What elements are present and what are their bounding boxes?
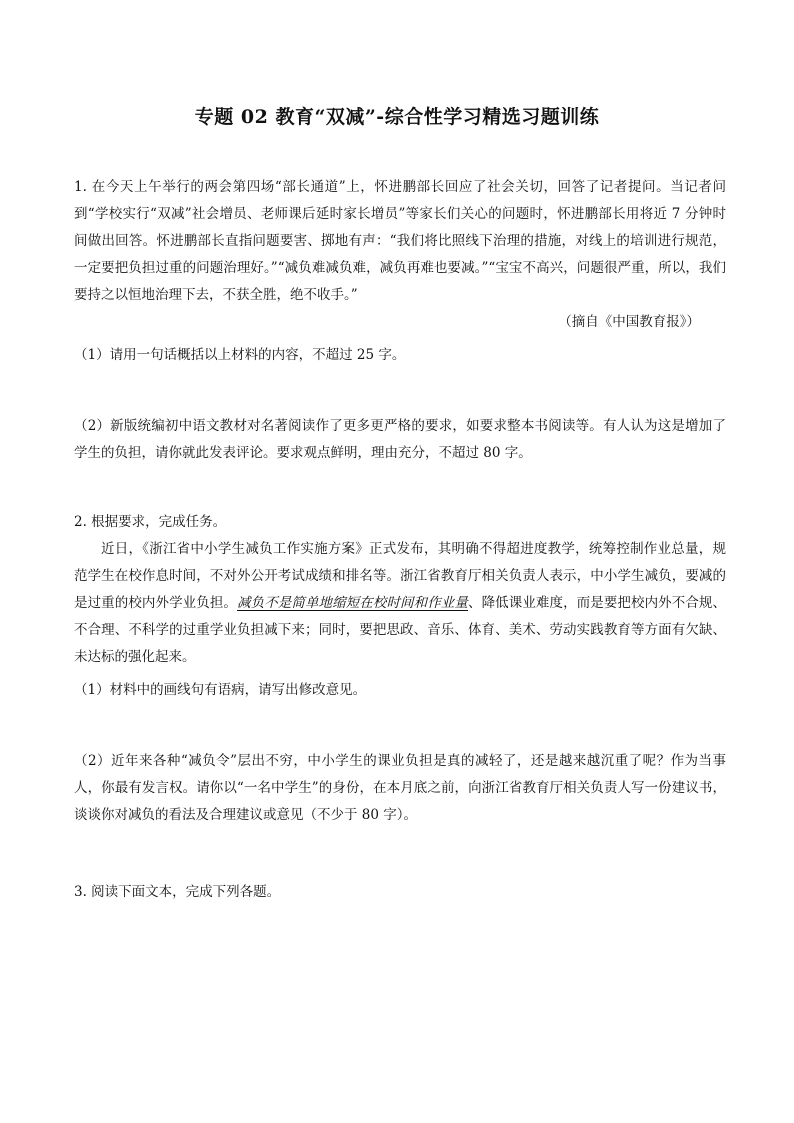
answer-space <box>74 829 726 879</box>
question-1-sub-2: （2）新版统编初中语文教材对名著阅读作了更多更严格的要求，如要求整本书阅读等。有人认为这是增加了学生的负担，请你就此发表评论。要求观点鲜明，理由充分，不超过 80 字。 <box>74 418 726 461</box>
question-2-material <box>74 536 726 671</box>
underlined-sentence: 减负不是简单地缩短在校时间和作业量 <box>237 595 468 611</box>
answer-space <box>74 704 726 748</box>
question-1-source: （摘自《中国教育报》） <box>558 314 700 330</box>
answer-space <box>74 467 726 509</box>
material-text: 、降低课业难度，而是要把校内外不合规、不合理、不科学的过重学业负担减下来；同时，要把思政、音乐、体育、美术、劳动实践教育等方面有欠缺、未达标的强化起来。 <box>74 595 727 665</box>
question-2-sub-1: （1）材料中的画线句有语病，请写出修改意见。 <box>74 682 367 698</box>
material-text: 近日，《浙江省中小学生减负工作实施方案》正式发布，其明确不得超进度教学，统筹控制作业总量，规范学生在校作息时间，不对外公开考试成绩和排名等。浙江省教育厅相关负责人表示，中小学生减负，要减的是过重的校内外学业负担。 <box>74 541 726 611</box>
answer-space <box>74 369 726 413</box>
question-1-material: 1. 在今天上午举行的两会第四场“部长通道”上，怀进鹏部长回应了社会关切，回答了记者提问。当记者问到“学校实行“双减”社会增员、老师课后延时家长增员”等家长们关心的问题时，怀进鹏部长用将近 7 分钟时间做出回答。怀进鹏部长直指问题要害、掷地有声：“我们将比照线下治理的措施，对线上的培训进行规范，一定要把负担过重的问题治理好。”“减负难减负难，减负再难也要减。”“宝宝不高兴，问题很严重，所以，我们要持之以恒地治理下去，不获全胜，绝不收手。” <box>74 179 726 303</box>
question-3-heading: 3. 阅读下面文本，完成下列各题。 <box>74 884 281 900</box>
question-2-sub-2: （2）近年来各种“减负令”层出不穷，中小学生的课业负担是真的减轻了，还是越来越沉重了呢？作为当事人，你最有发言权。请你以“一名中学生”的身份，在本月底之前，向浙江省教育厅相关负责人写一份建议书，谈谈你对减负的看法及合理建议或意见（不少于 80 字）。 <box>74 753 726 823</box>
page-title: 专题 02 教育“双减”-综合性学习精选习题训练 <box>194 106 600 128</box>
document-body <box>74 174 726 906</box>
question-2-heading: 2. 根据要求，完成任务。 <box>74 514 227 530</box>
question-1-sub-1: （1）请用一句话概括以上材料的内容，不超过 25 字。 <box>74 347 406 363</box>
